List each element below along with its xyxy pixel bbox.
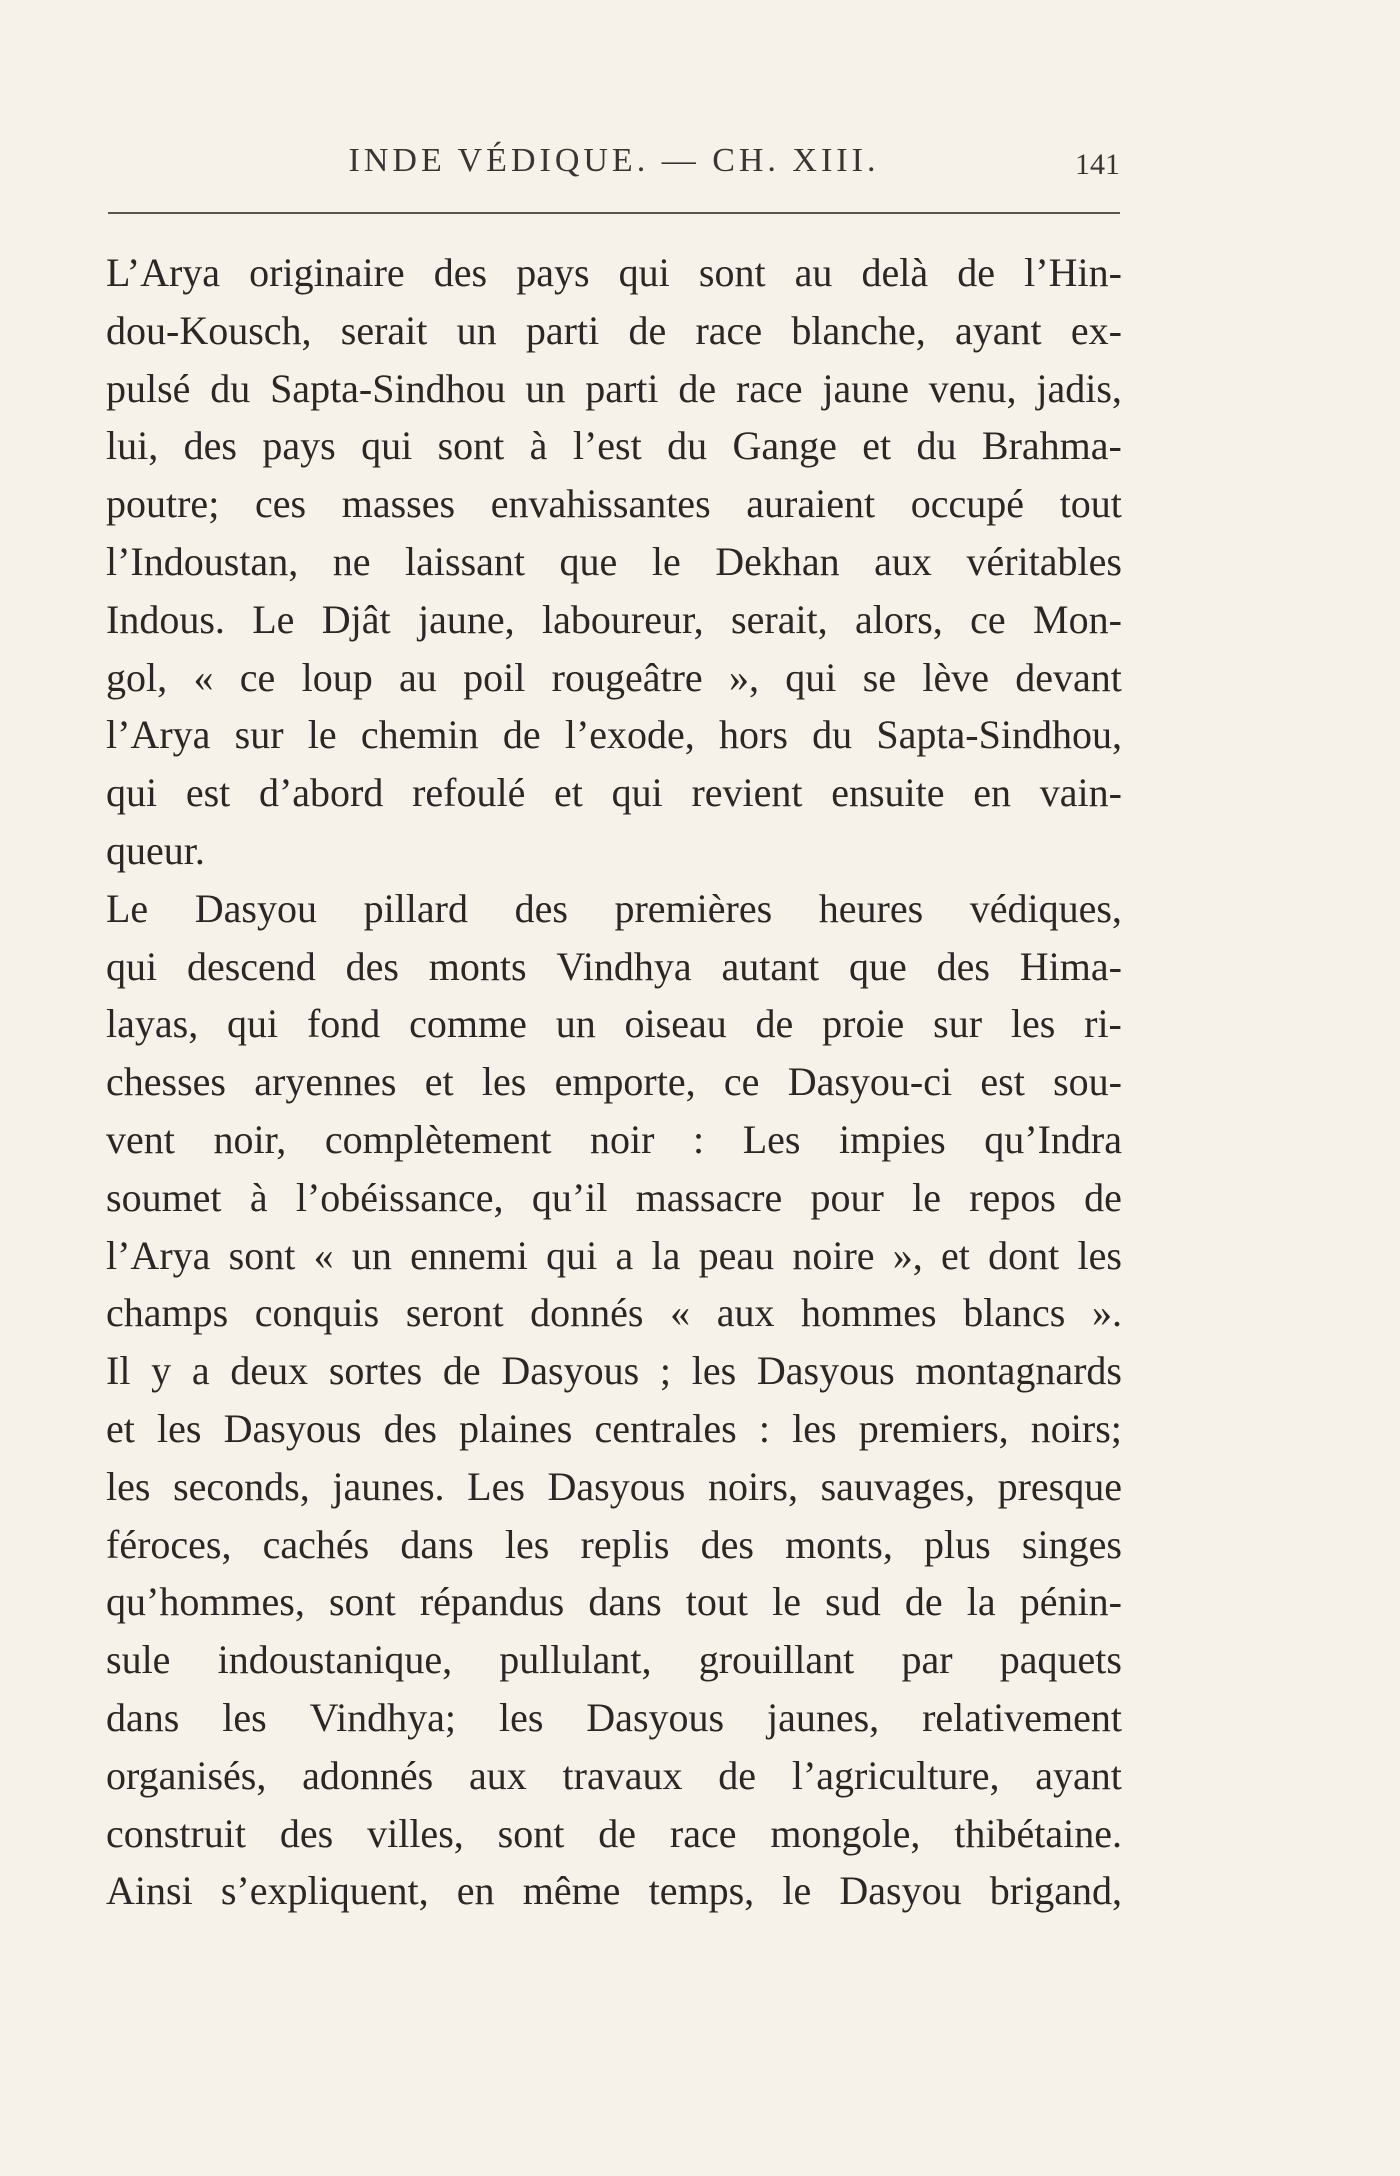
word: qui [106, 770, 158, 816]
word: massacre [635, 1174, 783, 1220]
word: est [185, 770, 231, 816]
word: a [615, 1232, 634, 1278]
text-line [106, 1689, 1122, 1747]
word: pour [810, 1174, 884, 1220]
word: qui [785, 654, 837, 700]
word: : [693, 1116, 705, 1162]
word: des [383, 1405, 437, 1451]
word: vent [106, 1116, 175, 1162]
word: jaunes, [766, 1694, 880, 1740]
word: et [424, 1059, 454, 1105]
word: la [651, 1232, 681, 1278]
text-line [106, 1227, 1122, 1285]
word: monts [428, 943, 527, 989]
word: ce [970, 596, 1006, 642]
word: temps, [648, 1868, 755, 1914]
word: des [936, 943, 990, 989]
word: et [106, 1405, 135, 1451]
word: le [651, 538, 681, 584]
word: de [598, 1810, 636, 1856]
word: vain- [1039, 770, 1122, 816]
word: et [862, 423, 892, 469]
word: emporte, [554, 1059, 696, 1105]
word: centrales [594, 1405, 737, 1451]
word: devant [1015, 654, 1122, 700]
word: ensuite [831, 770, 945, 816]
page-number: 141 [1075, 148, 1120, 181]
word: qu’il [531, 1174, 608, 1220]
word: qui [361, 423, 413, 469]
word: ex- [1070, 307, 1122, 353]
word: l’Hin- [1024, 250, 1122, 295]
word: tout [685, 1579, 749, 1625]
word: », [728, 654, 759, 700]
word: Dasyous [547, 1463, 686, 1509]
word: gol, [106, 654, 168, 700]
word: l’Arya [106, 1232, 211, 1278]
word: sont [329, 1579, 396, 1625]
word: Dasyous [223, 1405, 362, 1451]
word: Mon- [1033, 596, 1122, 642]
word: l’Arya [106, 712, 211, 758]
word: Les [467, 1463, 525, 1509]
word: s’expliquent, [220, 1868, 429, 1914]
word: loup [301, 654, 373, 700]
word: « [313, 1232, 334, 1278]
word: d’abord [258, 770, 384, 816]
word: ennemi [410, 1232, 528, 1278]
word: brigand, [989, 1868, 1122, 1914]
word: serait [340, 307, 428, 353]
word: », [892, 1232, 923, 1278]
text-line [106, 706, 1122, 764]
word: organisés, [106, 1752, 267, 1798]
word: pénin- [1019, 1579, 1122, 1625]
text-line [106, 1631, 1122, 1689]
text-line [106, 1805, 1122, 1863]
word: sule [106, 1637, 171, 1683]
word: de [1084, 1174, 1122, 1220]
word: descend [186, 943, 316, 989]
word: aryennes [254, 1059, 397, 1105]
word: pays [262, 423, 336, 469]
word: de [718, 1752, 757, 1798]
word: noir, [213, 1116, 287, 1162]
word: soumet [106, 1174, 222, 1220]
word: race [695, 307, 763, 353]
word: cachés [262, 1521, 370, 1567]
word: l’exode, [564, 712, 695, 758]
word: Vindhya [556, 943, 692, 989]
word: jaunes. [332, 1463, 445, 1509]
word: les [691, 1348, 737, 1394]
body-text [106, 244, 1122, 1920]
word: qu’Indra [984, 1116, 1122, 1162]
word: travaux [562, 1752, 683, 1798]
text-line [106, 995, 1122, 1053]
word: pays [516, 250, 590, 295]
word: ce [723, 1059, 760, 1105]
word: layas, [106, 1001, 199, 1047]
word: de [442, 1348, 481, 1394]
word: l’obéissance, [295, 1174, 504, 1220]
word: comme [409, 1001, 527, 1047]
word: les [1010, 1001, 1056, 1047]
word: des [279, 1810, 334, 1856]
word: : [758, 1405, 770, 1451]
word: sur [234, 712, 284, 758]
word: deux [230, 1348, 309, 1394]
word: Dasyous [586, 1694, 725, 1740]
text-line [106, 533, 1122, 591]
word: occupé [910, 481, 1025, 527]
word: même [522, 1868, 621, 1914]
word: ce [239, 654, 276, 700]
word: ». [1091, 1290, 1122, 1336]
word: dans [106, 1694, 180, 1740]
word: qu’hommes, [106, 1579, 305, 1625]
word: chemin [360, 712, 479, 758]
word: des [700, 1521, 754, 1567]
word: à [249, 1174, 268, 1220]
word: thibétaine. [954, 1810, 1122, 1856]
word: a [191, 1348, 210, 1394]
text-line [106, 1573, 1122, 1631]
word: indoustanique, [217, 1637, 453, 1683]
word: autant [721, 943, 820, 989]
word: adonnés [302, 1752, 434, 1798]
word: sont [497, 1810, 565, 1856]
word: ayant [954, 307, 1042, 353]
text-line: queur. [106, 827, 205, 873]
word: les [1077, 1232, 1122, 1278]
word: dou-Kousch, [106, 307, 312, 353]
word: mongole, [770, 1810, 921, 1856]
word: parti [585, 365, 659, 411]
word: donnés [530, 1290, 644, 1336]
word: ri- [1084, 1001, 1122, 1047]
word: dans [400, 1521, 474, 1567]
text-line [106, 880, 1122, 938]
text-line [106, 1053, 1122, 1111]
word: sont [698, 250, 766, 295]
word: se [862, 654, 897, 700]
word: « [670, 1290, 691, 1336]
word: grouillant [698, 1637, 855, 1683]
word: sortes [328, 1348, 423, 1394]
word: ; [659, 1348, 671, 1394]
word: seront [405, 1290, 504, 1336]
word: pulsé [106, 365, 191, 411]
word: Dasyous [756, 1348, 895, 1394]
word: du [210, 365, 251, 411]
word: lui, [106, 423, 159, 469]
text-line [106, 1284, 1122, 1342]
word: l’est [572, 423, 642, 469]
word: conquis [254, 1290, 380, 1336]
word: le [912, 1174, 941, 1220]
word: sou- [1053, 1059, 1122, 1105]
word: Dasyou-ci [787, 1059, 953, 1105]
word: qui [227, 1001, 279, 1047]
word: de [957, 250, 996, 295]
word: au [794, 250, 833, 295]
word: refoulé [412, 770, 526, 816]
word: jaune, [418, 596, 515, 642]
word: de [755, 1001, 794, 1047]
word: chesses [106, 1059, 226, 1105]
word: Le [106, 885, 149, 931]
text-line [106, 475, 1122, 533]
text-line [106, 649, 1122, 707]
word: serait, [731, 596, 828, 642]
word: hors [719, 712, 788, 758]
text-line [106, 417, 1122, 475]
word: Le [252, 596, 295, 642]
word: aux [469, 1752, 527, 1798]
word: du [916, 423, 957, 469]
word: Indous. [106, 596, 225, 642]
word: aux [716, 1290, 775, 1336]
word: en [973, 770, 1011, 816]
word: les [504, 1521, 550, 1567]
word: un [456, 307, 497, 353]
word: aux [874, 538, 932, 584]
word: et [554, 770, 583, 816]
word: qui [106, 943, 158, 989]
word: Vindhya; [309, 1694, 457, 1740]
word: premières [614, 885, 773, 931]
word: féroces, [106, 1521, 232, 1567]
word: du [667, 423, 708, 469]
word: Dekhan [715, 538, 840, 584]
word: race [669, 1810, 737, 1856]
word: rougeâtre [551, 654, 703, 700]
word: peau [698, 1232, 775, 1278]
word: delà [861, 250, 929, 295]
word: revient [691, 770, 803, 816]
word: repos [969, 1174, 1056, 1220]
running-head: INDE VÉDIQUE. — CH. XIII. [348, 142, 880, 179]
word: noir [590, 1116, 655, 1162]
word: oiseau [624, 1001, 727, 1047]
word: au [399, 654, 437, 700]
word: blanche, [791, 307, 926, 353]
word: noirs, [707, 1463, 798, 1509]
word: blancs [963, 1290, 1066, 1336]
word: heures [818, 885, 924, 931]
word: les [792, 1405, 837, 1451]
word: l’Indoustan, [106, 538, 299, 584]
word: plaines [459, 1405, 573, 1451]
word: de [678, 365, 717, 411]
word: Il [106, 1348, 131, 1394]
word: le [772, 1579, 802, 1625]
word: singes [1021, 1521, 1122, 1567]
text-line [106, 1342, 1122, 1400]
word: masses [341, 481, 456, 527]
word: qui [546, 1232, 598, 1278]
word: sud [825, 1579, 881, 1625]
word: impies [839, 1116, 946, 1162]
text-line [106, 764, 1122, 822]
word: laissant [405, 538, 525, 584]
word: ayant [1035, 1752, 1122, 1798]
word: pillard [363, 885, 468, 931]
word: relativement [922, 1694, 1122, 1740]
word: sont [437, 423, 505, 469]
word: le [782, 1868, 812, 1914]
word: véritables [966, 538, 1122, 584]
word: de [502, 712, 541, 758]
word: répandus [419, 1579, 565, 1625]
word: jaune [822, 365, 909, 411]
text-line [106, 591, 1122, 649]
text-line [106, 1516, 1122, 1574]
word: dans [588, 1579, 662, 1625]
word: Dasyous [501, 1348, 640, 1394]
word: Ainsi [106, 1868, 193, 1914]
word: Dasyou [194, 885, 317, 931]
word: ces [254, 481, 307, 527]
word: Les [742, 1116, 801, 1162]
word: fond [306, 1001, 381, 1047]
text-line [106, 1169, 1122, 1227]
page-header [108, 142, 1120, 192]
word: sauvages, [820, 1463, 975, 1509]
text-line [106, 244, 1122, 302]
word: champs [106, 1290, 229, 1336]
word: poutre; [106, 481, 220, 527]
word: qui [618, 250, 670, 295]
text-line [106, 1747, 1122, 1805]
word: qui [611, 770, 663, 816]
word: en [456, 1868, 495, 1914]
word: race [735, 365, 803, 411]
word: proie [822, 1001, 905, 1047]
word: noire [792, 1232, 875, 1278]
word: par [901, 1637, 953, 1683]
text-line [106, 1400, 1122, 1458]
word: villes, [367, 1810, 464, 1856]
word: ne [332, 538, 371, 584]
word: des [183, 423, 237, 469]
word: Hima- [1019, 943, 1122, 989]
text-line [106, 360, 1122, 418]
text-line [106, 302, 1122, 360]
word: alors, [855, 596, 943, 642]
word: sur [933, 1001, 983, 1047]
word: du [812, 712, 853, 758]
word: sont [228, 1232, 296, 1278]
word: laboureur, [542, 596, 704, 642]
word: y [151, 1348, 172, 1394]
word: Sapta-Sindhou, [876, 712, 1122, 758]
word: les [498, 1694, 544, 1740]
word: les [157, 1405, 202, 1451]
word: parti [525, 307, 600, 353]
word: des [514, 885, 568, 931]
word: de [904, 1579, 943, 1625]
word: montagnards [915, 1348, 1122, 1394]
word: dont [988, 1232, 1060, 1278]
word: des [433, 250, 488, 295]
word: à [529, 423, 548, 469]
word: construit [106, 1810, 246, 1856]
word: est [980, 1059, 1025, 1105]
word: venu, [928, 365, 1017, 411]
text-line [106, 1862, 1122, 1920]
word: Djât [321, 596, 391, 642]
word: lève [922, 654, 989, 700]
word: l’agriculture, [791, 1752, 1000, 1798]
word: pullulant, [499, 1637, 652, 1683]
word: tout [1059, 481, 1122, 527]
word: un [525, 365, 566, 411]
word: seconds, [173, 1463, 310, 1509]
word: et [941, 1232, 970, 1278]
word: la [966, 1579, 996, 1625]
word: les [222, 1694, 267, 1740]
word: Brahma- [981, 423, 1122, 469]
word: un [555, 1001, 596, 1047]
word: Gange [732, 423, 837, 469]
word: presque [997, 1463, 1122, 1509]
word: L’Arya [106, 250, 221, 295]
word: que [849, 943, 907, 989]
word: hommes [801, 1290, 937, 1336]
word: un [351, 1232, 392, 1278]
word: les [481, 1059, 527, 1105]
word: envahissantes [490, 481, 711, 527]
word: monts, [785, 1521, 893, 1567]
word: auraient [746, 481, 876, 527]
word: les [106, 1463, 151, 1509]
text-line [106, 1111, 1122, 1169]
word: « [193, 654, 214, 700]
word: Sapta-Sindhou [270, 365, 506, 411]
word: Dasyou [839, 1868, 962, 1914]
word: le [307, 712, 337, 758]
word: paquets [999, 1637, 1122, 1683]
word: replis [580, 1521, 670, 1567]
word: complètement [324, 1116, 552, 1162]
word: jadis, [1036, 365, 1122, 411]
word: que [559, 538, 618, 584]
text-line [106, 1458, 1122, 1516]
word: plus [924, 1521, 991, 1567]
word: originaire [249, 250, 405, 295]
header-rule [108, 212, 1120, 214]
word: de [628, 307, 667, 353]
word: premiers, [858, 1405, 1009, 1451]
word: des [345, 943, 399, 989]
word: védiques, [969, 885, 1122, 931]
word: poil [463, 654, 526, 700]
word: noirs; [1030, 1405, 1122, 1451]
text-line [106, 938, 1122, 996]
